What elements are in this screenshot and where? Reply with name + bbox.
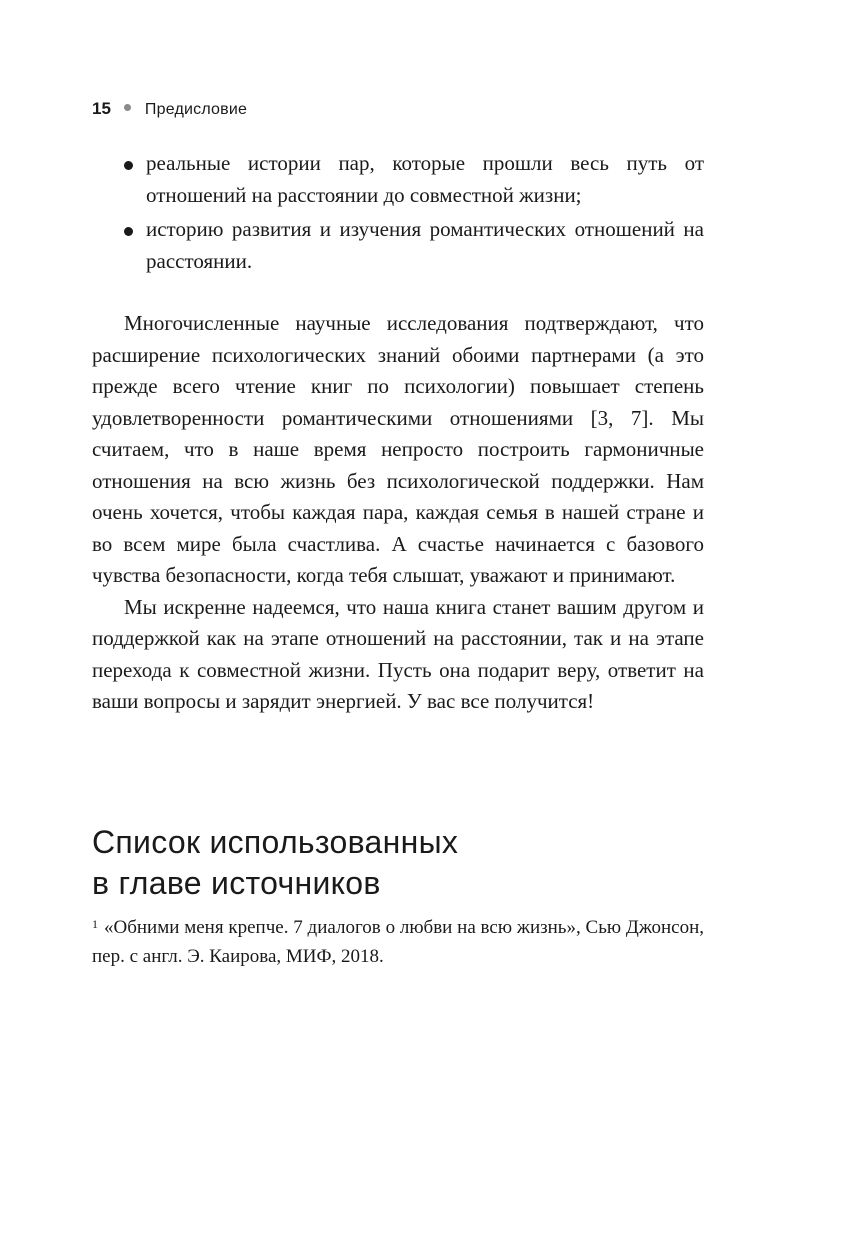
reference-number: 1 [92, 917, 98, 931]
section-heading [92, 822, 712, 904]
list-item-text: реальные истории пар, которые прошли весь путь от отношений на расстоянии до совместной жизни; [146, 151, 704, 207]
running-header [92, 98, 247, 121]
paragraph: Мы искренне надеемся, что наша книга станет вашим другом и поддержкой как на этапе отношений на расстоянии, так и на этапе перехода к совместной жизни. Пусть она подарит веру, ответит на ваши вопросы и зарядит энергией. У вас все получится! [92, 594, 704, 713]
bullet-list [122, 148, 704, 280]
separator-dot-icon [124, 104, 131, 111]
running-section-title: Предисловие [144, 101, 248, 118]
bullet-icon [124, 161, 133, 170]
list-item [122, 148, 704, 211]
bullet-icon [124, 227, 133, 236]
list-item [122, 214, 704, 277]
reference-item [92, 913, 704, 971]
paragraph: Многочисленные научные исследования подтверждают, что расширение психологических знаний обоими партнерами (а это прежде всего чтение книг по психологии) повышает степень удовлетворенности романтическими отношениями [3, 7]. Мы считаем, что в наше время непросто построить гармоничные отношения на всю жизнь без психологической поддержки. Нам очень хочется, чтобы каждая пара, каждая семья в нашей стране и во всем мире была счастлива. А счастье начинается с базового чувства безопасности, когда тебя слышат, уважают и принимают. [92, 311, 704, 587]
reference-text: «Обними меня крепче. 7 диалогов о любви на всю жизнь», Сью Джонсон, пер. с англ. Э. Каирова, МИФ, 2018. [92, 917, 704, 967]
section-heading-line: в главе источников [92, 865, 381, 901]
page-number: 15 [92, 99, 111, 118]
list-item-text: историю развития и изучения романтических отношений на расстоянии. [146, 217, 704, 273]
body-text [92, 308, 704, 718]
section-heading-line: Список использованных [92, 824, 459, 860]
